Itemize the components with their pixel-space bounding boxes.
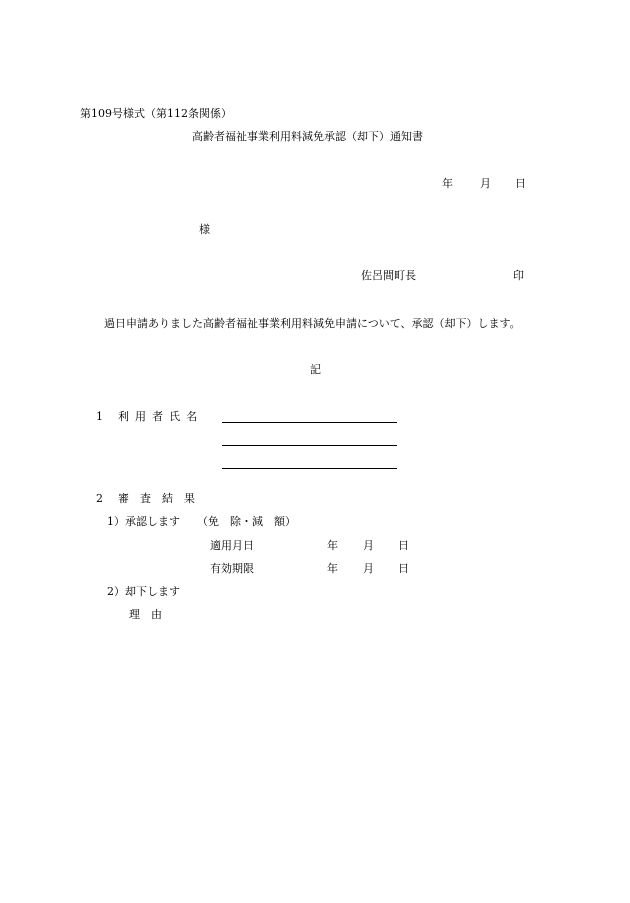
valid-period-day: 日	[398, 562, 409, 575]
apply-date-label: 適用月日	[210, 539, 254, 552]
apply-date-day: 日	[398, 539, 409, 552]
reject-label: 2）却下します	[107, 585, 180, 598]
section2-number: 2	[96, 492, 103, 505]
approve-label: 1）承認します	[107, 515, 180, 528]
section1-label: 利用者氏名	[118, 410, 204, 423]
approve-option: （免 除・減 額）	[197, 515, 296, 528]
name-line-1	[222, 422, 397, 423]
section2-label: 審査結果	[118, 492, 206, 505]
name-line-2	[222, 445, 397, 446]
ki-heading: 記	[310, 363, 321, 376]
issuer-name: 佐呂間町長	[361, 269, 416, 282]
section1-number: 1	[96, 410, 103, 423]
valid-period-month: 月	[363, 562, 374, 575]
apply-date-year: 年	[327, 539, 338, 552]
valid-period-year: 年	[327, 562, 338, 575]
name-line-3	[222, 468, 397, 469]
apply-date-month: 月	[363, 539, 374, 552]
seal-mark: 印	[513, 269, 524, 282]
date-day: 日	[515, 177, 526, 190]
date-year: 年	[442, 177, 453, 190]
reason-label: 理 由	[129, 608, 162, 621]
date-month: 月	[480, 177, 491, 190]
document-title: 高齢者福祉事業利用料減免承認（却下）通知書	[192, 130, 423, 143]
body-text: 過日申請ありました高齢者福祉事業利用料減免申請について、承認（却下）します。	[104, 317, 521, 330]
form-number: 第109号様式（第112条関係）	[80, 107, 232, 120]
valid-period-label: 有効期限	[210, 562, 254, 575]
addressee-suffix: 様	[199, 223, 210, 236]
